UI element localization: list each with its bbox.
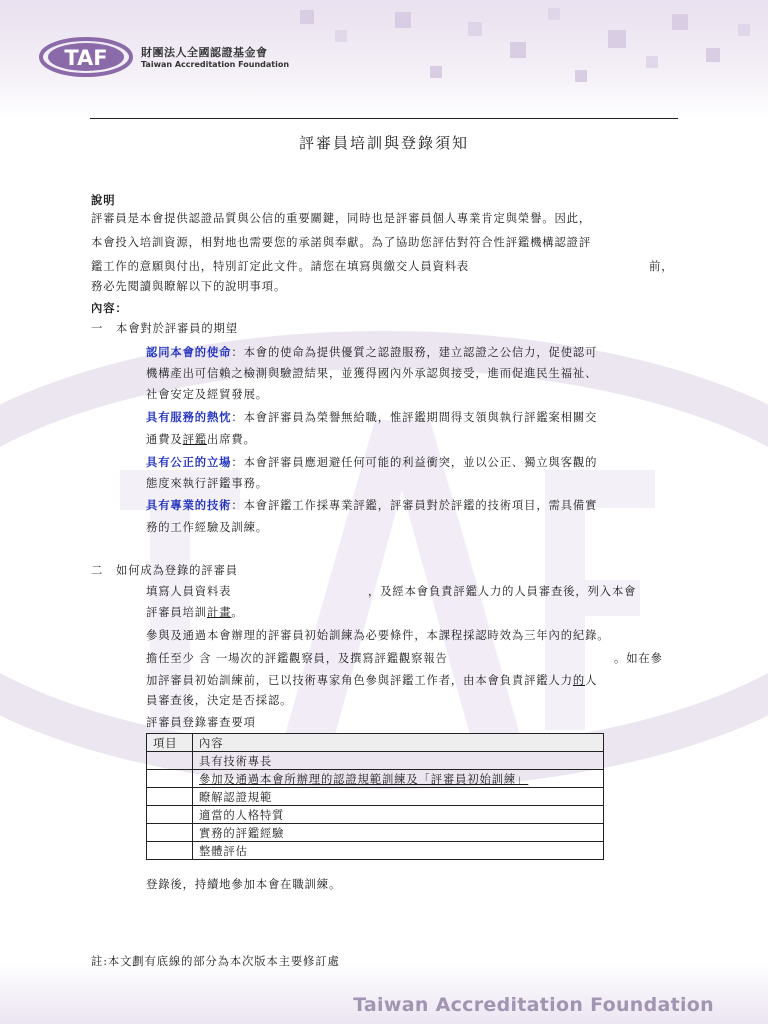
revision-note: 註:本文劃有底線的部分為本次版本主要修訂處 [91, 955, 340, 968]
table-cell: 整體評估 [193, 842, 604, 860]
table-row [147, 770, 604, 788]
org-name-en: Taiwan Accreditation Foundation [141, 59, 290, 69]
item-text: ：本會的使命為提供優質之認證服務，建立認證之公信力，促使認可 [231, 346, 598, 359]
table-header-row [147, 734, 604, 752]
item-label: 具有專業的技術 [146, 498, 232, 512]
table-row [147, 752, 604, 770]
item-text: 態度來執行評鑑事務。 [146, 477, 268, 490]
table-cell [147, 806, 193, 824]
expectation-mission [146, 344, 597, 360]
revised-text: 的 [572, 674, 586, 687]
section2-text: 。如在參 [614, 652, 663, 665]
item-text: ：本會評審員應迴避任何可能的利益衝突，並以公正、獨立與客觀的 [231, 456, 598, 469]
section2-text: ，及經本會負責評鑑人力的人員審查後，列入本會 [368, 585, 637, 598]
table-header-cell: 內容 [193, 734, 604, 752]
table-cell [147, 824, 193, 842]
expectation-service [146, 409, 597, 425]
table-row [147, 788, 604, 806]
taf-logo [38, 36, 134, 78]
item-label: 具有服務的熱忱 [146, 410, 232, 424]
item-label: 認同本會的使命 [146, 345, 232, 359]
section2-text: 員審查後，決定是否採認。 [146, 694, 293, 707]
section2-number: 二 [91, 564, 104, 577]
document-title: 評審員培訓與登錄須知 [298, 134, 469, 152]
header-rule [90, 118, 678, 119]
item-text: 通費及 [146, 433, 183, 446]
section2-text: 加評審員初始訓練前，已以技術專家角色參與評鑑工作者，由本會負責評鑑人力 [146, 674, 573, 687]
table-cell [147, 752, 193, 770]
section2-text: 。 [231, 606, 244, 619]
intro-line: 本會投入培訓資源，相對地也需要您的承諾與奉獻。為了協助您評估對符合性評鑑機構認證評 [91, 236, 592, 249]
table-cell [147, 788, 193, 806]
expectation-technical [146, 497, 597, 513]
item-text: 出席費。 [207, 433, 256, 446]
intro-line-end: 前， [649, 260, 674, 273]
item-text: 務的工作經驗及訓練。 [146, 521, 268, 534]
table-caption: 評審員登錄審查要項 [146, 716, 256, 729]
content-heading: 內容： [91, 301, 128, 315]
after-table-text: 登錄後，持續地參加本會在職訓練。 [146, 878, 342, 891]
revised-text: 計畫 [207, 606, 232, 619]
item-text-line [146, 431, 256, 447]
revised-text: 評鑑 [182, 433, 207, 446]
item-text: 機構產出可信賴之檢測與驗證結果，並獲得國內外承認與接受，進而促進民生福祉、 [146, 367, 598, 380]
item-text: 社會安定及經貿發展。 [146, 388, 268, 401]
section2-line [146, 604, 244, 620]
table-cell [193, 770, 604, 788]
table-row [147, 842, 604, 860]
intro-line: 務必先閱讀與瞭解以下的說明事項。 [91, 280, 287, 293]
logo-text: TAF [64, 46, 108, 70]
table-cell: 瞭解認證規範 [193, 788, 604, 806]
item-text: ：本會評審員為榮譽無給職，惟評鑑期間得支領與執行評鑑案相關交 [231, 411, 598, 424]
section1-number: 一 [91, 322, 104, 335]
table-cell: 適當的人格特質 [193, 806, 604, 824]
footer-org-name: Taiwan Accreditation Foundation [353, 994, 714, 1016]
section2-text: 擔任至少 含 一場次的評鑑觀察員，及撰寫評鑑觀察報告 [146, 652, 448, 665]
item-label: 具有公正的立場 [146, 455, 232, 469]
explain-heading: 說明 [91, 193, 116, 207]
table-cell: 實務的評鑑經驗 [193, 824, 604, 842]
review-items-table [146, 733, 604, 860]
expectation-impartiality [146, 454, 597, 470]
section2-text: 人 [585, 674, 598, 687]
table-header-cell: 項目 [147, 734, 193, 752]
table-cell: 具有技術專長 [193, 752, 604, 770]
revised-text: 參加及通過本會所辦理的認證規範訓練及「評審員初始訓練」 [199, 772, 529, 786]
org-name-zh: 財團法人全國認證基金會 [141, 46, 268, 59]
table-cell [147, 770, 193, 788]
intro-line: 評審員是本會提供認證品質與公信的重要關鍵，同時也是評審員個人專業肯定與榮譽。因此， [91, 212, 592, 225]
table-row [147, 806, 604, 824]
organization-name [141, 47, 289, 69]
section2-line [146, 672, 597, 688]
section1-heading: 本會對於評審員的期望 [116, 322, 238, 335]
section2-text: 參與及通過本會辦理的評審員初始訓練為必要條件，本課程採認時效為三年內的紀錄。 [146, 629, 610, 642]
table-cell [147, 842, 193, 860]
table-row [147, 824, 604, 842]
section2-heading: 如何成為登錄的評審員 [116, 564, 238, 577]
intro-line: 鑑工作的意願與付出，特別訂定此文件。請您在填寫與繳交人員資料表 [91, 260, 470, 273]
item-text: ：本會評鑑工作採專業評鑑，評審員對於評鑑的技術項目，需具備實 [231, 499, 598, 512]
section2-text: 填寫人員資料表 [146, 585, 232, 598]
section2-text: 評審員培訓 [146, 606, 207, 619]
